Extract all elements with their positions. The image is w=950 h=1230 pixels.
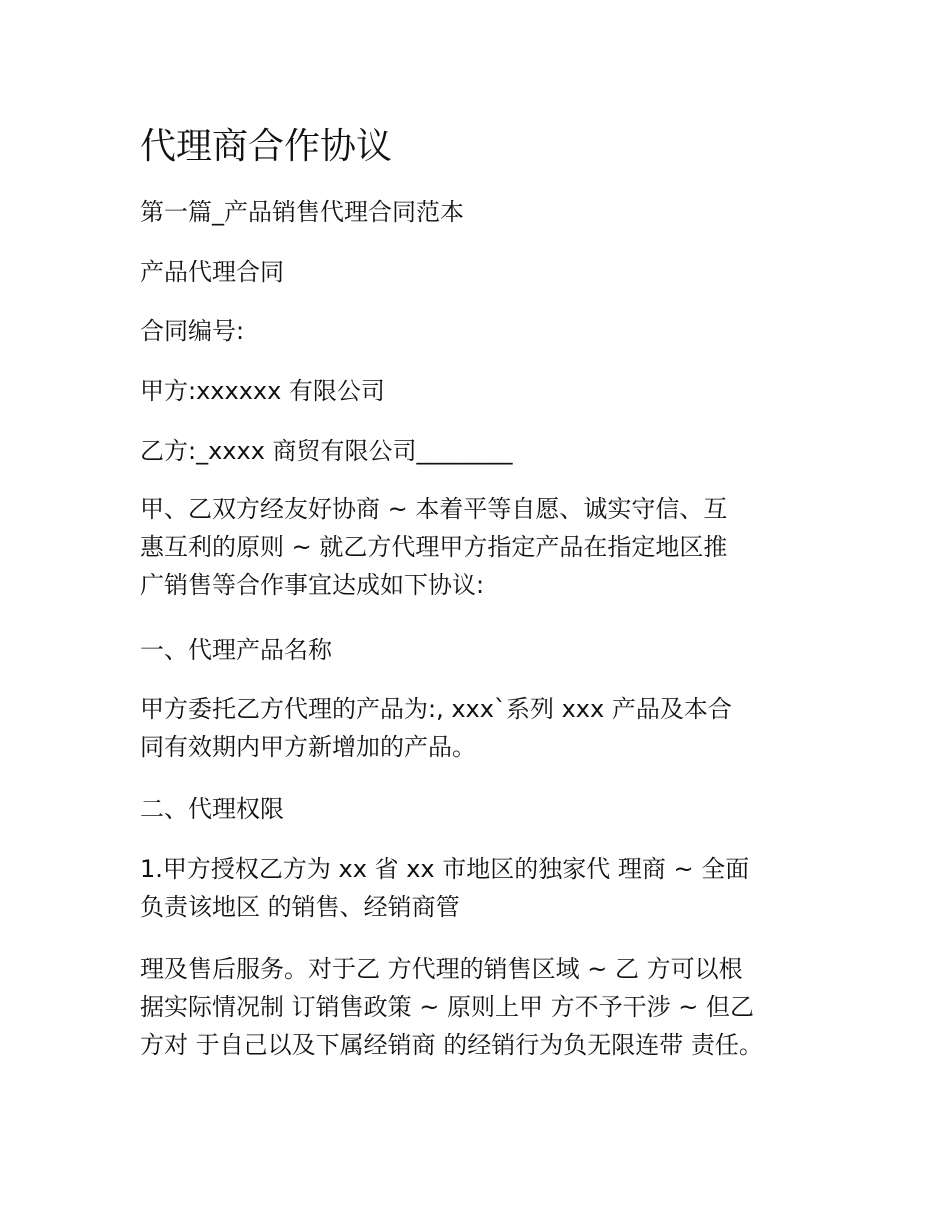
intro-line: 甲、乙双方经友好协商 ~ 本着平等自愿、诚实守信、互: [140, 495, 728, 523]
clause2-item1-line: 1.甲方授权乙方为 xx 省 xx 市地区的独家代 理商 ~ 全面: [140, 855, 750, 883]
party-a: 甲方:xxxxxx 有限公司: [140, 377, 385, 405]
clause2-cont-line: 理及售后服务。对于乙 方代理的销售区域 ~ 乙 方可以根: [140, 955, 743, 983]
contract-name: 产品代理合同: [140, 258, 284, 286]
clause2-item1-line: 负责该地区 的销售、经销商管: [140, 893, 460, 921]
clause2-item1: [140, 850, 820, 926]
intro-line: 惠互利的原则 ~ 就乙方代理甲方指定产品在指定地区推: [140, 533, 728, 561]
intro-line: 广销售等合作事宜达成如下协议:: [140, 571, 485, 599]
party-b: 乙方:_xxxx 商贸有限公司________: [140, 437, 513, 465]
document-title: 代理商合作协议: [140, 126, 393, 167]
clause2-cont-line: 据实际情况制 订销售政策 ~ 原则上甲 方不予干涉 ~ 但乙: [140, 993, 754, 1021]
clause2-item1-continued: [140, 950, 820, 1064]
contract-number-label: 合同编号:: [140, 317, 245, 345]
section-heading: 第一篇_产品销售代理合同范本: [140, 198, 464, 226]
intro-paragraph: [140, 490, 820, 604]
clause2-cont-line: 方对 于自己以及下属经销商 的经销行为负无限连带 责任。: [140, 1031, 763, 1059]
clause1-line: 同有效期内甲方新增加的产品。: [140, 733, 476, 761]
clause1-heading: 一、代理产品名称: [140, 636, 332, 664]
clause2-heading: 二、代理权限: [140, 795, 284, 823]
clause1-body: [140, 690, 820, 766]
clause1-line: 甲方委托乙方代理的产品为:, xxx`系列 xxx 产品及本合: [140, 695, 732, 723]
